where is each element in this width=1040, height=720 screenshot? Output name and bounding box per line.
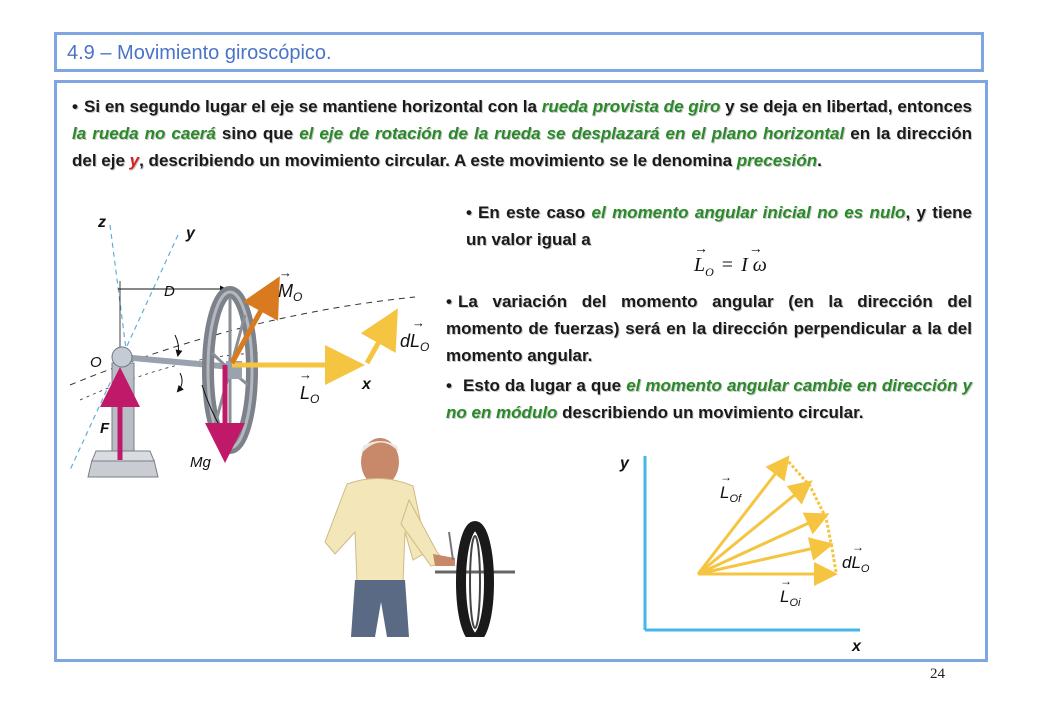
- bullet: •: [446, 292, 452, 311]
- label-dLO: $dL_O$: [400, 331, 430, 354]
- svg-text:→: →: [279, 265, 292, 280]
- label-LOi: $L_{Oi}$: [780, 587, 801, 609]
- title-box: [54, 32, 984, 72]
- svg-text:→: →: [780, 574, 792, 588]
- bullet: •: [466, 203, 472, 222]
- axis-x-label: x: [362, 376, 371, 393]
- vec-axis-y-label: y: [620, 455, 629, 472]
- label-F: F: [100, 420, 110, 437]
- precession-vector-diagram: [610, 448, 880, 658]
- angular-momentum-formula: → $L_O = I$ → ω: [694, 242, 767, 279]
- page-number: 24: [930, 666, 945, 682]
- vec-axis-x-label: x: [852, 638, 861, 655]
- label-LOf: $L_{Of}$: [720, 483, 742, 505]
- axis-z-label: z: [98, 214, 106, 231]
- svg-text:→: →: [412, 315, 425, 330]
- axis-y-label: y: [186, 225, 195, 242]
- label-dLO-vec: $dL_O$: [842, 553, 870, 575]
- label-Mg: Mg: [190, 454, 211, 471]
- bullet: •: [72, 97, 78, 116]
- label-LO: $L_O$: [300, 383, 320, 406]
- paragraph-direction-change: • Esto da lugar a que el momento angular cambie en dirección y no en módulo describiendo un movimiento circular.: [446, 372, 972, 426]
- slide-title: 4.9 – Movimiento giroscópico.: [67, 42, 332, 64]
- svg-text:→: →: [299, 367, 312, 382]
- svg-text:→: →: [720, 470, 732, 484]
- label-D: D: [164, 283, 175, 300]
- svg-text:→: →: [852, 540, 864, 554]
- paragraph-variation: • La variación del momento angular (en la dirección del momento de fuerzas) será en la dirección perpendicular a la del momento angular.: [446, 288, 972, 369]
- person-photo: [305, 432, 525, 637]
- label-O: O: [90, 354, 102, 371]
- label-MO: $M_O$: [278, 281, 303, 304]
- paragraph-initial-momentum: • En este caso el momento angular inicial no es nulo, y tiene un valor igual a: [466, 199, 972, 253]
- paragraph-precession: • Si en segundo lugar el eje se mantiene horizontal con la rueda provista de giro y se deja en libertad, entonces la rueda no caerá sino que el eje de rotación de la rueda se desplazará en el plano horizontal en la dirección del eje y, describiendo un movimiento circular. A este movimiento se le denomina precesión.: [72, 93, 972, 174]
- bullet: •: [446, 376, 452, 395]
